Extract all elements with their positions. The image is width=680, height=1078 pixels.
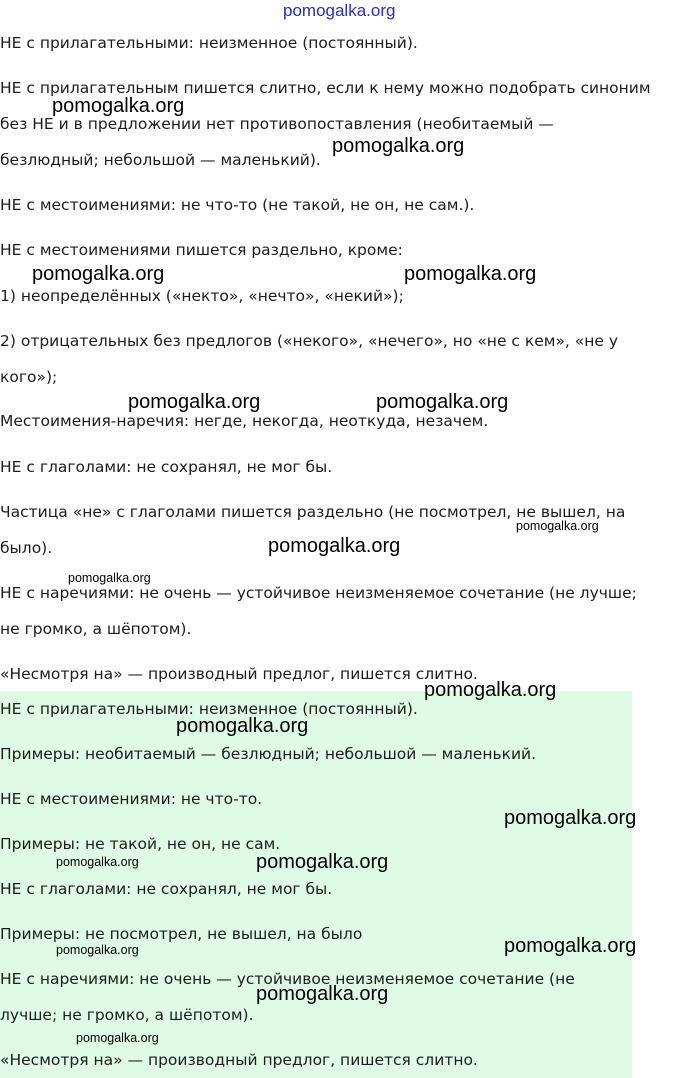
watermark: pomogalka.org: [68, 571, 151, 585]
summary-adjectives: НЕ с прилагательными: неизменное (постоянный).: [0, 700, 418, 718]
watermark: pomogalka.org: [504, 935, 637, 957]
rule-pronouns-item-2-line-1: 2) отрицательных без предлогов («некого», «нечего», но «не с кем», «не у: [0, 332, 619, 350]
rule-pronouns-heading: НЕ с местоимениями: не что-то (не такой, не он, не сам.).: [0, 196, 475, 214]
rule-verbs-text-line-1: Частица «не» с глаголами пишется раздельно (не посмотрел, не вышел, на: [0, 503, 626, 521]
watermark: pomogalka.org: [56, 943, 139, 957]
watermark: pomogalka.org: [256, 851, 389, 873]
rule-adverbs-line-2: не громко, а шёпотом).: [0, 620, 192, 638]
summary-pronouns-examples: Примеры: не такой, не он, не сам.: [0, 835, 281, 853]
summary-adverbs-line-2: лучше; не громко, а шёпотом).: [0, 1006, 254, 1024]
watermark: pomogalka.org: [516, 519, 599, 533]
watermark: pomogalka.org: [404, 263, 537, 285]
watermark-top: pomogalka.org: [283, 1, 396, 20]
summary-verbs: НЕ с глаголами: не сохранял, не мог бы.: [0, 880, 333, 898]
watermark: pomogalka.org: [176, 715, 309, 737]
watermark: pomogalka.org: [56, 855, 139, 869]
rule-adjectives-heading: НЕ с прилагательными: неизменное (постоянный).: [0, 34, 418, 52]
rule-verbs-text-line-2: было).: [0, 539, 53, 557]
rule-pronouns-text: НЕ с местоимениями пишется раздельно, кроме:: [0, 241, 403, 259]
summary-pronouns: НЕ с местоимениями: не что-то.: [0, 790, 263, 808]
watermark: pomogalka.org: [376, 391, 509, 413]
rule-pronouns-item-2-line-2: кого»);: [0, 368, 58, 386]
rule-verbs-heading: НЕ с глаголами: не сохранял, не мог бы.: [0, 458, 333, 476]
rule-nesmotrya: «Несмотря на» — производный предлог, пишется слитно.: [0, 665, 478, 683]
watermark: pomogalka.org: [32, 263, 165, 285]
watermark: pomogalka.org: [268, 535, 401, 557]
rule-pronouns-item-1: 1) неопределённых («некто», «нечто», «некий»);: [0, 287, 404, 305]
rule-adjectives-text-line-2: без НЕ и в предложении нет противопоставления (необитаемый —: [0, 115, 554, 133]
summary-verbs-examples: Примеры: не посмотрел, не вышел, на было: [0, 925, 363, 943]
summary-adjectives-examples: Примеры: необитаемый — безлюдный; небольшой — маленький.: [0, 745, 537, 763]
rule-adverbs-line-1: НЕ с наречиями: не очень — устойчивое неизменяемое сочетание (не лучше;: [0, 584, 637, 602]
watermark: pomogalka.org: [128, 391, 261, 413]
watermark: pomogalka.org: [424, 679, 557, 701]
watermark: pomogalka.org: [256, 983, 389, 1005]
watermark: pomogalka.org: [504, 807, 637, 829]
watermark: pomogalka.org: [332, 135, 465, 157]
rule-adjectives-text-line-3: безлюдный; небольшой — маленький).: [0, 151, 321, 169]
watermark: pomogalka.org: [76, 1031, 159, 1045]
summary-adverbs-line-1: НЕ с наречиями: не очень — устойчивое неизменяемое сочетание (не: [0, 970, 575, 988]
rule-pronoun-adverbs: Местоимения-наречия: негде, некогда, неоткуда, незачем.: [0, 412, 489, 430]
watermark: pomogalka.org: [52, 95, 185, 117]
rule-adjectives-text-line-1: НЕ с прилагательным пишется слитно, если к нему можно подобрать синоним: [0, 79, 651, 97]
summary-nesmotrya: «Несмотря на» — производный предлог, пишется слитно.: [0, 1051, 478, 1069]
